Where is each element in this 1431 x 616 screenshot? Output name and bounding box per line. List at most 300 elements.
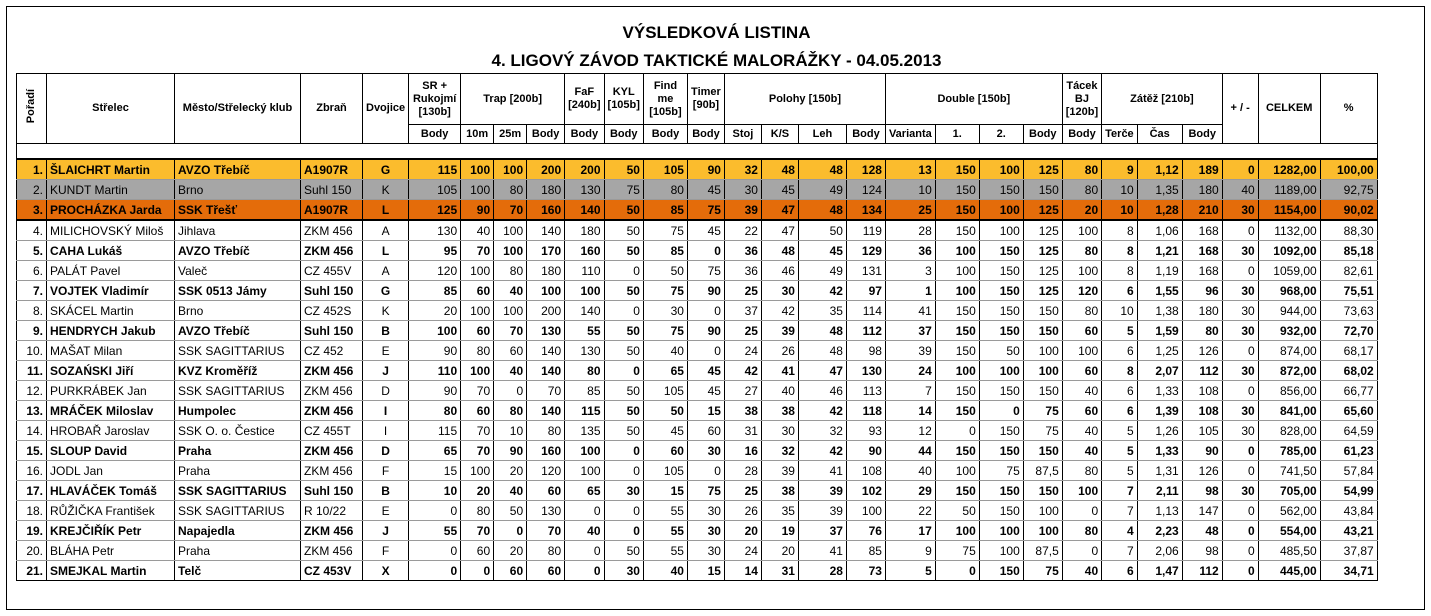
cell-polohy-leh: 50 bbox=[798, 220, 846, 241]
cell-zatez-cas: 1,47 bbox=[1137, 561, 1182, 581]
subheader-cell: Body bbox=[565, 125, 604, 144]
cell-plusminus: 30 bbox=[1222, 301, 1258, 321]
cell-sr: 10 bbox=[409, 481, 461, 501]
cell-findme: 15 bbox=[643, 481, 687, 501]
cell-polohy-stoj: 36 bbox=[724, 261, 761, 281]
cell-celkem: 705,00 bbox=[1258, 481, 1320, 501]
cell-trap-10m: 60 bbox=[461, 541, 494, 561]
cell-zatez-body: 180 bbox=[1182, 180, 1222, 200]
cell-trap-25m: 40 bbox=[494, 361, 527, 381]
cell-trap-body: 80 bbox=[527, 421, 565, 441]
subheader-cell: Varianta bbox=[885, 125, 935, 144]
cell-celkem: 562,00 bbox=[1258, 501, 1320, 521]
cell-weapon: ZKM 456 bbox=[301, 241, 363, 261]
cell-zatez-terce: 6 bbox=[1102, 561, 1138, 581]
cell-double-1: 0 bbox=[935, 561, 979, 581]
cell-celkem: 841,00 bbox=[1258, 401, 1320, 421]
cell-double-1: 150 bbox=[935, 341, 979, 361]
cell-timer: 60 bbox=[687, 421, 724, 441]
cell-zatez-terce: 6 bbox=[1102, 381, 1138, 401]
cell-polohy-leh: 42 bbox=[798, 441, 846, 461]
cell-polohy-leh: 46 bbox=[798, 381, 846, 401]
cell-polohy-stoj: 22 bbox=[724, 220, 761, 241]
cell-polohy-leh: 48 bbox=[798, 200, 846, 221]
subheader-cell: Leh bbox=[798, 125, 846, 144]
cell-polohy-stoj: 42 bbox=[724, 361, 761, 381]
cell-timer: 45 bbox=[687, 381, 724, 401]
cell-rank: 15. bbox=[17, 441, 47, 461]
cell-zatez-body: 98 bbox=[1182, 481, 1222, 501]
cell-plusminus: 0 bbox=[1222, 561, 1258, 581]
cell-weapon: ZKM 456 bbox=[301, 381, 363, 401]
cell-kyl: 0 bbox=[604, 301, 643, 321]
cell-polohy-ks: 39 bbox=[761, 321, 798, 341]
cell-double-body: 125 bbox=[1023, 200, 1062, 221]
cell-rank: 20. bbox=[17, 541, 47, 561]
cell-timer: 45 bbox=[687, 361, 724, 381]
cell-polohy-leh: 42 bbox=[798, 281, 846, 301]
cell-zatez-body: 48 bbox=[1182, 521, 1222, 541]
cell-kyl: 50 bbox=[604, 241, 643, 261]
cell-trap-10m: 70 bbox=[461, 441, 494, 461]
cell-zatez-body: 210 bbox=[1182, 200, 1222, 221]
cell-celkem: 874,00 bbox=[1258, 341, 1320, 361]
cell-pair: B bbox=[363, 321, 409, 341]
cell-plusminus: 0 bbox=[1222, 341, 1258, 361]
cell-trap-10m: 20 bbox=[461, 481, 494, 501]
cell-trap-25m: 60 bbox=[494, 561, 527, 581]
cell-double-varianta: 29 bbox=[885, 481, 935, 501]
cell-shooter: ŠLAICHRT Martin bbox=[47, 159, 175, 180]
cell-weapon: CZ 452S bbox=[301, 301, 363, 321]
cell-polohy-body: 114 bbox=[846, 301, 885, 321]
cell-polohy-stoj: 24 bbox=[724, 341, 761, 361]
cell-timer: 90 bbox=[687, 281, 724, 301]
cell-timer: 15 bbox=[687, 561, 724, 581]
cell-celkem: 741,50 bbox=[1258, 461, 1320, 481]
table-row bbox=[17, 481, 1378, 501]
cell-kyl: 75 bbox=[604, 180, 643, 200]
cell-zatez-body: 147 bbox=[1182, 501, 1222, 521]
cell-pair: L bbox=[363, 241, 409, 261]
header-sr: SR + Rukojmí [130b] bbox=[409, 74, 461, 125]
cell-double-2: 75 bbox=[979, 461, 1023, 481]
cell-kyl: 50 bbox=[604, 200, 643, 221]
cell-double-1: 150 bbox=[935, 301, 979, 321]
cell-zatez-terce: 9 bbox=[1102, 159, 1138, 180]
cell-sr: 115 bbox=[409, 421, 461, 441]
table-row bbox=[17, 381, 1378, 401]
cell-double-body: 75 bbox=[1023, 561, 1062, 581]
cell-double-1: 100 bbox=[935, 241, 979, 261]
cell-polohy-leh: 39 bbox=[798, 501, 846, 521]
cell-faf: 200 bbox=[565, 159, 604, 180]
cell-zatez-cas: 1,12 bbox=[1137, 159, 1182, 180]
header-zatez: Zátěž [210b] bbox=[1102, 74, 1223, 125]
cell-polohy-leh: 48 bbox=[798, 341, 846, 361]
cell-faf: 65 bbox=[565, 481, 604, 501]
table-row bbox=[17, 159, 1378, 180]
cell-rank: 6. bbox=[17, 261, 47, 281]
cell-kyl: 50 bbox=[604, 541, 643, 561]
cell-zatez-terce: 10 bbox=[1102, 200, 1138, 221]
table-body bbox=[17, 144, 1378, 581]
cell-polohy-leh: 47 bbox=[798, 361, 846, 381]
cell-weapon: R 10/22 bbox=[301, 501, 363, 521]
cell-double-2: 150 bbox=[979, 180, 1023, 200]
cell-shooter: MRÁČEK Miloslav bbox=[47, 401, 175, 421]
cell-polohy-body: 112 bbox=[846, 321, 885, 341]
cell-club: SSK SAGITTARIUS bbox=[175, 381, 301, 401]
cell-shooter: PURKRÁBEK Jan bbox=[47, 381, 175, 401]
cell-zatez-terce: 8 bbox=[1102, 241, 1138, 261]
header-trap: Trap [200b] bbox=[461, 74, 565, 125]
cell-zatez-terce: 5 bbox=[1102, 421, 1138, 441]
cell-club: KVZ Kroměříž bbox=[175, 361, 301, 381]
cell-zatez-body: 168 bbox=[1182, 220, 1222, 241]
cell-polohy-ks: 38 bbox=[761, 401, 798, 421]
cell-club: Praha bbox=[175, 541, 301, 561]
cell-celkem: 1132,00 bbox=[1258, 220, 1320, 241]
cell-pct: 34,71 bbox=[1320, 561, 1377, 581]
cell-pair: X bbox=[363, 561, 409, 581]
cell-trap-10m: 70 bbox=[461, 241, 494, 261]
cell-rank: 17. bbox=[17, 481, 47, 501]
cell-zatez-cas: 1,26 bbox=[1137, 421, 1182, 441]
results-table bbox=[16, 73, 1378, 581]
cell-weapon: CZ 455T bbox=[301, 421, 363, 441]
cell-rank: 16. bbox=[17, 461, 47, 481]
cell-findme: 85 bbox=[643, 200, 687, 221]
cell-faf: 130 bbox=[565, 341, 604, 361]
table-row bbox=[17, 361, 1378, 381]
cell-double-body: 100 bbox=[1023, 521, 1062, 541]
cell-double-1: 150 bbox=[935, 200, 979, 221]
cell-trap-body: 140 bbox=[527, 361, 565, 381]
table-row bbox=[17, 401, 1378, 421]
cell-weapon: ZKM 456 bbox=[301, 461, 363, 481]
cell-shooter: HROBAŘ Jaroslav bbox=[47, 421, 175, 441]
cell-polohy-leh: 42 bbox=[798, 401, 846, 421]
header-kyl: KYL [105b] bbox=[604, 74, 643, 125]
cell-double-varianta: 9 bbox=[885, 541, 935, 561]
cell-double-varianta: 44 bbox=[885, 441, 935, 461]
cell-club: Jihlava bbox=[175, 220, 301, 241]
header-double: Double [150b] bbox=[885, 74, 1062, 125]
cell-double-1: 100 bbox=[935, 281, 979, 301]
cell-findme: 40 bbox=[643, 561, 687, 581]
cell-zatez-cas: 2,23 bbox=[1137, 521, 1182, 541]
cell-trap-body: 70 bbox=[527, 381, 565, 401]
cell-pct: 88,30 bbox=[1320, 220, 1377, 241]
cell-polohy-leh: 39 bbox=[798, 481, 846, 501]
cell-zatez-cas: 1,35 bbox=[1137, 180, 1182, 200]
cell-shooter: MILICHOVSKÝ Miloš bbox=[47, 220, 175, 241]
cell-findme: 30 bbox=[643, 301, 687, 321]
cell-faf: 140 bbox=[565, 301, 604, 321]
cell-tacek: 120 bbox=[1062, 281, 1101, 301]
cell-tacek: 60 bbox=[1062, 401, 1101, 421]
cell-tacek: 40 bbox=[1062, 441, 1101, 461]
cell-tacek: 100 bbox=[1062, 341, 1101, 361]
cell-weapon: ZKM 456 bbox=[301, 401, 363, 421]
cell-zatez-terce: 8 bbox=[1102, 261, 1138, 281]
cell-polohy-ks: 32 bbox=[761, 441, 798, 461]
cell-polohy-ks: 48 bbox=[761, 241, 798, 261]
cell-club: SSK 0513 Jámy bbox=[175, 281, 301, 301]
cell-celkem: 1189,00 bbox=[1258, 180, 1320, 200]
cell-trap-10m: 60 bbox=[461, 401, 494, 421]
cell-plusminus: 30 bbox=[1222, 241, 1258, 261]
cell-weapon: Suhl 150 bbox=[301, 281, 363, 301]
cell-findme: 55 bbox=[643, 541, 687, 561]
cell-pair: K bbox=[363, 301, 409, 321]
cell-pair: L bbox=[363, 200, 409, 221]
cell-pair: A bbox=[363, 220, 409, 241]
cell-polohy-stoj: 27 bbox=[724, 381, 761, 401]
cell-trap-25m: 40 bbox=[494, 281, 527, 301]
subheader-cell: Body bbox=[1062, 125, 1101, 144]
cell-polohy-stoj: 38 bbox=[724, 401, 761, 421]
cell-celkem: 785,00 bbox=[1258, 441, 1320, 461]
cell-double-2: 100 bbox=[979, 521, 1023, 541]
cell-rank: 12. bbox=[17, 381, 47, 401]
cell-shooter: HLAVÁČEK Tomáš bbox=[47, 481, 175, 501]
cell-faf: 140 bbox=[565, 200, 604, 221]
cell-weapon: Suhl 150 bbox=[301, 321, 363, 341]
cell-celkem: 1282,00 bbox=[1258, 159, 1320, 180]
cell-sr: 130 bbox=[409, 220, 461, 241]
cell-zatez-body: 168 bbox=[1182, 241, 1222, 261]
cell-trap-10m: 100 bbox=[461, 301, 494, 321]
cell-plusminus: 30 bbox=[1222, 421, 1258, 441]
cell-zatez-terce: 6 bbox=[1102, 401, 1138, 421]
cell-shooter: CAHA Lukáš bbox=[47, 241, 175, 261]
cell-pair: I bbox=[363, 401, 409, 421]
cell-sr: 90 bbox=[409, 381, 461, 401]
spacer-row bbox=[17, 144, 1378, 160]
cell-double-1: 150 bbox=[935, 481, 979, 501]
cell-pct: 57,84 bbox=[1320, 461, 1377, 481]
cell-polohy-ks: 39 bbox=[761, 461, 798, 481]
cell-zatez-cas: 2,06 bbox=[1137, 541, 1182, 561]
cell-tacek: 60 bbox=[1062, 321, 1101, 341]
cell-shooter: SLOUP David bbox=[47, 441, 175, 461]
cell-pair: G bbox=[363, 159, 409, 180]
cell-polohy-body: 113 bbox=[846, 381, 885, 401]
cell-shooter: PROCHÁZKA Jarda bbox=[47, 200, 175, 221]
cell-polohy-ks: 40 bbox=[761, 381, 798, 401]
cell-pair: F bbox=[363, 541, 409, 561]
cell-findme: 80 bbox=[643, 180, 687, 200]
cell-double-2: 150 bbox=[979, 281, 1023, 301]
cell-findme: 55 bbox=[643, 521, 687, 541]
cell-polohy-stoj: 14 bbox=[724, 561, 761, 581]
cell-pct: 54,99 bbox=[1320, 481, 1377, 501]
cell-trap-25m: 0 bbox=[494, 381, 527, 401]
cell-double-1: 150 bbox=[935, 441, 979, 461]
cell-timer: 90 bbox=[687, 321, 724, 341]
cell-rank: 2. bbox=[17, 180, 47, 200]
cell-polohy-body: 100 bbox=[846, 501, 885, 521]
cell-plusminus: 0 bbox=[1222, 261, 1258, 281]
cell-trap-10m: 70 bbox=[461, 421, 494, 441]
cell-polohy-stoj: 36 bbox=[724, 241, 761, 261]
cell-double-varianta: 40 bbox=[885, 461, 935, 481]
cell-trap-body: 180 bbox=[527, 180, 565, 200]
cell-shooter: MAŠAT Milan bbox=[47, 341, 175, 361]
cell-zatez-cas: 1,13 bbox=[1137, 501, 1182, 521]
spacer-cell bbox=[17, 144, 1378, 160]
header-poradi: Pořadí bbox=[17, 74, 47, 144]
cell-zatez-cas: 1,06 bbox=[1137, 220, 1182, 241]
cell-club: SSK O. o. Čestice bbox=[175, 421, 301, 441]
cell-trap-body: 160 bbox=[527, 441, 565, 461]
cell-zatez-body: 108 bbox=[1182, 381, 1222, 401]
cell-kyl: 50 bbox=[604, 381, 643, 401]
cell-polohy-ks: 42 bbox=[761, 301, 798, 321]
subheader-cell: 10m bbox=[461, 125, 494, 144]
cell-sr: 15 bbox=[409, 461, 461, 481]
cell-double-varianta: 17 bbox=[885, 521, 935, 541]
cell-faf: 110 bbox=[565, 261, 604, 281]
cell-trap-body: 170 bbox=[527, 241, 565, 261]
cell-findme: 75 bbox=[643, 281, 687, 301]
cell-polohy-body: 85 bbox=[846, 541, 885, 561]
cell-polohy-stoj: 32 bbox=[724, 159, 761, 180]
cell-polohy-stoj: 20 bbox=[724, 521, 761, 541]
table-header bbox=[17, 74, 1378, 144]
cell-trap-25m: 100 bbox=[494, 220, 527, 241]
cell-polohy-stoj: 25 bbox=[724, 481, 761, 501]
cell-polohy-leh: 49 bbox=[798, 261, 846, 281]
cell-polohy-body: 134 bbox=[846, 200, 885, 221]
cell-polohy-ks: 19 bbox=[761, 521, 798, 541]
cell-pct: 75,51 bbox=[1320, 281, 1377, 301]
cell-polohy-leh: 45 bbox=[798, 241, 846, 261]
cell-polohy-ks: 46 bbox=[761, 261, 798, 281]
subheader-cell: Terče bbox=[1102, 125, 1138, 144]
cell-polohy-body: 108 bbox=[846, 461, 885, 481]
table-row bbox=[17, 561, 1378, 581]
cell-trap-10m: 60 bbox=[461, 321, 494, 341]
cell-club: Napajedla bbox=[175, 521, 301, 541]
cell-double-varianta: 37 bbox=[885, 321, 935, 341]
cell-polohy-ks: 26 bbox=[761, 341, 798, 361]
cell-pct: 72,70 bbox=[1320, 321, 1377, 341]
cell-zatez-terce: 7 bbox=[1102, 541, 1138, 561]
cell-zatez-body: 189 bbox=[1182, 159, 1222, 180]
cell-faf: 100 bbox=[565, 281, 604, 301]
subheader-cell: 2. bbox=[979, 125, 1023, 144]
cell-sr: 0 bbox=[409, 501, 461, 521]
cell-celkem: 932,00 bbox=[1258, 321, 1320, 341]
cell-tacek: 40 bbox=[1062, 421, 1101, 441]
cell-double-2: 100 bbox=[979, 200, 1023, 221]
cell-polohy-stoj: 31 bbox=[724, 421, 761, 441]
cell-double-2: 150 bbox=[979, 261, 1023, 281]
cell-double-1: 100 bbox=[935, 361, 979, 381]
cell-club: SSK Třešť bbox=[175, 200, 301, 221]
table-row bbox=[17, 261, 1378, 281]
cell-kyl: 30 bbox=[604, 481, 643, 501]
table-row bbox=[17, 220, 1378, 241]
cell-trap-10m: 100 bbox=[461, 180, 494, 200]
cell-kyl: 0 bbox=[604, 441, 643, 461]
cell-polohy-stoj: 30 bbox=[724, 180, 761, 200]
cell-double-2: 100 bbox=[979, 541, 1023, 561]
cell-zatez-cas: 1,28 bbox=[1137, 200, 1182, 221]
cell-double-body: 87,5 bbox=[1023, 541, 1062, 561]
cell-trap-10m: 80 bbox=[461, 501, 494, 521]
cell-trap-25m: 70 bbox=[494, 200, 527, 221]
cell-celkem: 872,00 bbox=[1258, 361, 1320, 381]
cell-polohy-leh: 49 bbox=[798, 180, 846, 200]
cell-club: Telč bbox=[175, 561, 301, 581]
cell-kyl: 50 bbox=[604, 220, 643, 241]
page-title: VÝSLEDKOVÁ LISTINA bbox=[622, 23, 811, 42]
cell-double-body: 150 bbox=[1023, 301, 1062, 321]
subheader-cell: Čas bbox=[1137, 125, 1182, 144]
cell-polohy-stoj: 26 bbox=[724, 501, 761, 521]
cell-double-body: 75 bbox=[1023, 421, 1062, 441]
cell-double-body: 100 bbox=[1023, 341, 1062, 361]
cell-timer: 0 bbox=[687, 341, 724, 361]
cell-sr: 100 bbox=[409, 321, 461, 341]
cell-trap-25m: 20 bbox=[494, 541, 527, 561]
cell-pct: 68,17 bbox=[1320, 341, 1377, 361]
cell-celkem: 1154,00 bbox=[1258, 200, 1320, 221]
cell-polohy-stoj: 28 bbox=[724, 461, 761, 481]
cell-polohy-body: 124 bbox=[846, 180, 885, 200]
cell-timer: 30 bbox=[687, 441, 724, 461]
cell-pct: 61,23 bbox=[1320, 441, 1377, 461]
cell-double-body: 125 bbox=[1023, 281, 1062, 301]
cell-club: AVZO Třebíč bbox=[175, 241, 301, 261]
cell-polohy-ks: 41 bbox=[761, 361, 798, 381]
cell-zatez-body: 168 bbox=[1182, 261, 1222, 281]
cell-zatez-cas: 1,59 bbox=[1137, 321, 1182, 341]
cell-faf: 0 bbox=[565, 561, 604, 581]
cell-weapon: A1907R bbox=[301, 159, 363, 180]
cell-club: SSK SAGITTARIUS bbox=[175, 341, 301, 361]
cell-timer: 75 bbox=[687, 261, 724, 281]
cell-shooter: JODL Jan bbox=[47, 461, 175, 481]
cell-pct: 37,87 bbox=[1320, 541, 1377, 561]
cell-polohy-stoj: 24 bbox=[724, 541, 761, 561]
header-timer: Timer [90b] bbox=[687, 74, 724, 125]
cell-zatez-terce: 7 bbox=[1102, 501, 1138, 521]
cell-findme: 105 bbox=[643, 159, 687, 180]
cell-sr: 110 bbox=[409, 361, 461, 381]
cell-trap-10m: 0 bbox=[461, 561, 494, 581]
cell-polohy-leh: 48 bbox=[798, 159, 846, 180]
cell-trap-body: 100 bbox=[527, 281, 565, 301]
cell-trap-25m: 100 bbox=[494, 301, 527, 321]
table-row bbox=[17, 180, 1378, 200]
cell-kyl: 0 bbox=[604, 521, 643, 541]
subheader-cell: Body bbox=[1023, 125, 1062, 144]
cell-double-2: 150 bbox=[979, 301, 1023, 321]
cell-sr: 65 bbox=[409, 441, 461, 461]
cell-trap-body: 60 bbox=[527, 481, 565, 501]
cell-double-varianta: 24 bbox=[885, 361, 935, 381]
cell-findme: 85 bbox=[643, 241, 687, 261]
cell-celkem: 485,50 bbox=[1258, 541, 1320, 561]
cell-timer: 0 bbox=[687, 461, 724, 481]
cell-tacek: 80 bbox=[1062, 241, 1101, 261]
header-pct: % bbox=[1320, 74, 1377, 144]
